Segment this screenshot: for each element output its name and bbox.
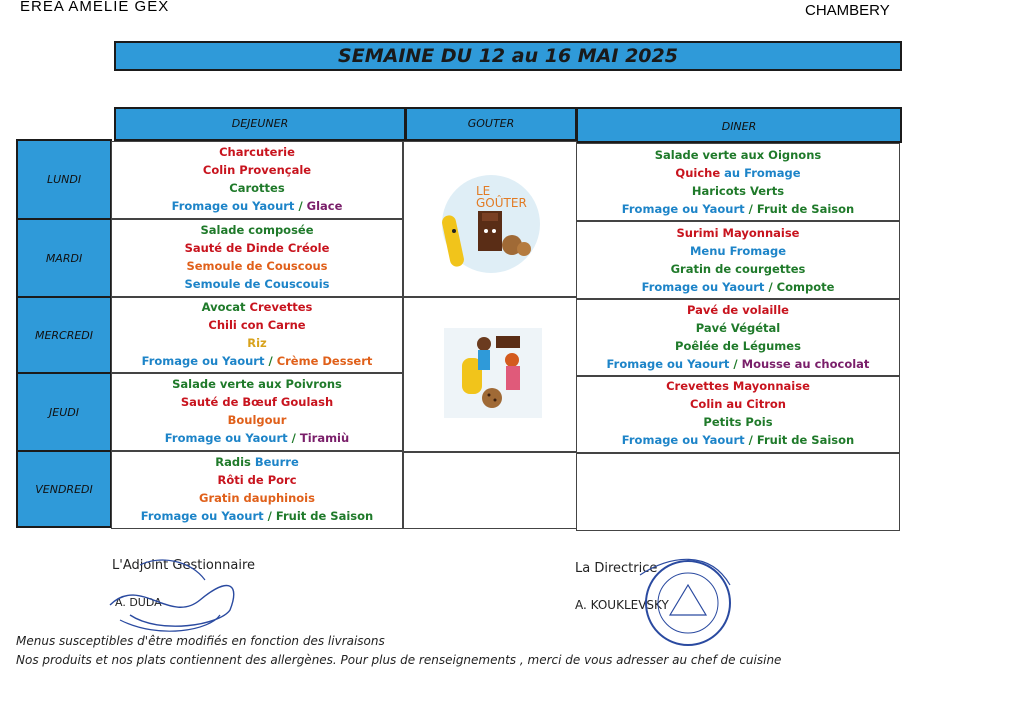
menu-item-text: Radis: [215, 455, 255, 469]
menu-item-text: Menu Fromage: [689, 244, 787, 258]
menu-line: [112, 393, 402, 411]
dejeuner-cell: [111, 297, 403, 373]
menu-item-text: Glace: [306, 199, 343, 213]
menu-line: [112, 298, 402, 316]
menu-item-text: /: [764, 280, 777, 294]
menu-item-text: Fruit de Saison: [756, 433, 855, 447]
menu-line: [577, 337, 899, 355]
menu-item-text: /: [287, 431, 300, 445]
dejeuner-cell: [111, 373, 403, 451]
menu-line: [577, 395, 899, 413]
gouter-cell-middle: [403, 297, 577, 453]
menu-item-text: Crème Dessert: [276, 354, 373, 368]
menu-item-text: Beurre: [254, 455, 299, 469]
menu-item-text: Avocat: [201, 300, 250, 314]
menu-line: [577, 377, 899, 395]
menu-item-text: Charcuterie: [219, 145, 295, 159]
menu-item-text: Fruit de Saison: [275, 509, 374, 523]
day-label: JEUDI: [16, 372, 112, 452]
directrice-role: La Directrice: [575, 561, 658, 576]
menu-item-text: Gratin de courgettes: [670, 262, 806, 276]
menu-line: [577, 319, 899, 337]
menu-line: [577, 182, 899, 200]
menu-item-text: Pavé Végétal: [695, 321, 781, 335]
menu-item-text: Fromage ou Yaourt: [164, 431, 288, 445]
diner-cell: [576, 143, 900, 221]
menu-line: [112, 375, 402, 393]
menu-item-text: Riz: [247, 336, 267, 350]
menu-item-text: /: [294, 199, 307, 213]
directrice-name: A. KOUKLEVSKY: [575, 598, 669, 612]
diner-cell: [576, 299, 900, 377]
menu-item-text: Semoule de Couscouis: [184, 277, 330, 291]
day-label: LUNDI: [16, 139, 112, 220]
dejeuner-cell: [111, 219, 403, 297]
day-label: MERCREDI: [16, 296, 112, 374]
menu-line: [112, 471, 402, 489]
menu-line: [577, 146, 899, 164]
dejeuner-cell: [111, 451, 403, 529]
column-header-diner: DINER: [576, 107, 902, 143]
menu-item-text: Fromage ou Yaourt: [141, 354, 265, 368]
menu-line: [112, 161, 402, 179]
menu-item-text: Poêlée de Légumes: [675, 339, 801, 353]
directrice-stamp: [630, 545, 740, 655]
menu-line: [112, 453, 402, 471]
menu-line: [577, 431, 899, 449]
menu-item-text: Fromage ou Yaourt: [606, 357, 730, 371]
menu-line: [577, 164, 899, 182]
menu-line: [112, 179, 402, 197]
day-label: VENDREDI: [16, 450, 112, 528]
menu-line: [112, 429, 402, 447]
menu-item-text: /: [744, 433, 757, 447]
menu-item-text: Colin Provençale: [202, 163, 312, 177]
menu-line: [577, 200, 899, 218]
column-header-gouter: GOUTER: [405, 107, 577, 141]
week-title: SEMAINE DU 12 au 16 MAI 2025: [114, 41, 902, 71]
menu-item-text: Sauté de Dinde Créole: [184, 241, 330, 255]
menu-item-text: Rôti de Porc: [217, 473, 297, 487]
adjoint-role: L'Adjoint Gestionnaire: [112, 558, 255, 573]
menu-item-text: Surimi Mayonnaise: [676, 226, 800, 240]
column-header-dejeuner: DEJEUNER: [114, 107, 406, 141]
menu-line: [112, 352, 402, 370]
school-name: EREA AMELIE GEX: [20, 0, 170, 15]
menu-item-text: Quiche: [675, 166, 721, 180]
menu-line: [112, 489, 402, 507]
menu-line: [577, 355, 899, 373]
menu-item-text: Fromage ou Yaourt: [621, 433, 745, 447]
menu-item-text: Crevettes: [249, 300, 313, 314]
menu-line: [112, 143, 402, 161]
menu-item-text: Fromage ou Yaourt: [140, 509, 264, 523]
menu-item-text: Carottes: [229, 181, 285, 195]
footer-note-1: Menus susceptibles d'être modifiés en fonction des livraisons: [16, 634, 385, 648]
diner-cell: [576, 221, 900, 299]
menu-line: [112, 411, 402, 429]
menu-line: [577, 224, 899, 242]
menu-line: [577, 413, 899, 431]
adjoint-stamp-signature: [100, 545, 250, 645]
menu-item-text: Crevettes Mayonnaise: [666, 379, 810, 393]
footer-note-2: Nos produits et nos plats contiennent des allergènes. Pour plus de renseignements , merci de vous adresser au chef de cuisine: [16, 653, 782, 667]
menu-line: [112, 197, 402, 215]
menu-item-text: Tiramiù: [299, 431, 350, 445]
menu-item-text: /: [264, 354, 277, 368]
menu-item-text: Semoule de Couscous: [186, 259, 328, 273]
le-gouter-illustration: [442, 175, 540, 273]
menu-item-text: Boulgour: [227, 413, 287, 427]
menu-item-text: Compote: [776, 280, 835, 294]
city-name: CHAMBERY: [805, 2, 890, 19]
gouter-cell-top: [403, 141, 577, 297]
menu-line: [112, 257, 402, 275]
menu-line: [577, 278, 899, 296]
menu-item-text: Gratin dauphinois: [199, 491, 315, 505]
children-snack-illustration: [444, 328, 542, 418]
diner-cell: [576, 453, 900, 531]
menu-line: [112, 334, 402, 352]
menu-item-text: Salade verte aux Oignons: [654, 148, 822, 162]
menu-item-text: Mousse au chocolat: [741, 357, 870, 371]
menu-item-text: Colin au Citron: [689, 397, 786, 411]
menu-item-text: Haricots Verts: [691, 184, 785, 198]
menu-item-text: /: [729, 357, 742, 371]
menu-line: [577, 242, 899, 260]
day-label: MARDI: [16, 218, 112, 298]
menu-line: [112, 316, 402, 334]
menu-item-text: Sauté de Bœuf Goulash: [180, 395, 334, 409]
menu-item-text: Pavé de volaille: [687, 303, 789, 317]
dejeuner-cell: [111, 141, 403, 219]
menu-item-text: Fromage ou Yaourt: [641, 280, 765, 294]
menu-line: [577, 260, 899, 278]
menu-item-text: Petits Pois: [703, 415, 773, 429]
menu-item-text: Fromage ou Yaourt: [171, 199, 295, 213]
menu-item-text: Salade composée: [200, 223, 314, 237]
menu-item-text: Fruit de Saison: [756, 202, 855, 216]
menu-line: [112, 221, 402, 239]
menu-line: [577, 301, 899, 319]
diner-cell: [576, 375, 900, 453]
menu-item-text: Salade verte aux Poivrons: [172, 377, 342, 391]
gouter-label: LE GOÛTER: [476, 184, 527, 210]
menu-line: [112, 507, 402, 525]
menu-item-text: /: [744, 202, 757, 216]
menu-line: [112, 239, 402, 257]
menu-item-text: Chili con Carne: [208, 318, 306, 332]
gouter-cell-empty: [403, 451, 577, 529]
menu-item-text: Fromage ou Yaourt: [621, 202, 745, 216]
menu-item-text: au Fromage: [720, 166, 801, 180]
menu-line: [112, 275, 402, 293]
adjoint-name: A. DUDA: [115, 596, 162, 609]
menu-item-text: /: [263, 509, 276, 523]
